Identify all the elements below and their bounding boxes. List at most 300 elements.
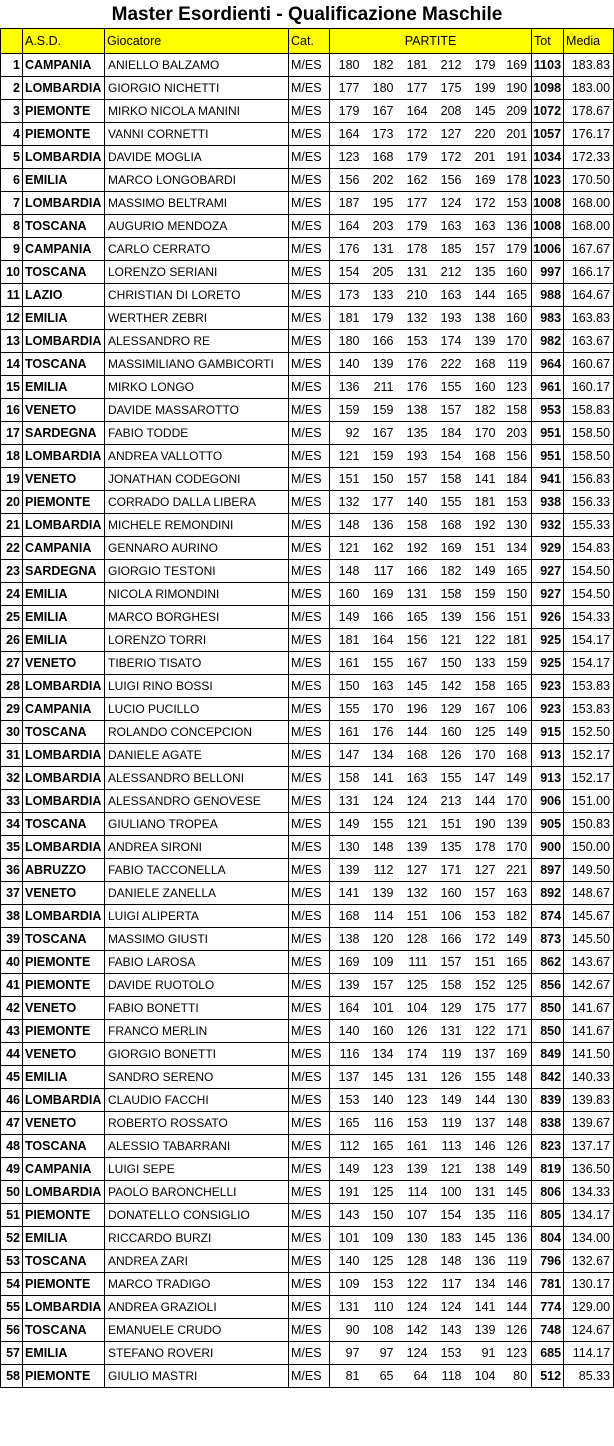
game-score-cell: 160 [330, 583, 364, 606]
game-score-cell: 65 [364, 1365, 398, 1388]
game-score-cell: 157 [364, 974, 398, 997]
player-name-cell: DAVIDE RUOTOLO [105, 974, 289, 997]
game-score-cell: 196 [398, 698, 432, 721]
game-score-cell: 147 [466, 767, 500, 790]
total-cell: 850 [532, 1020, 564, 1043]
game-score-cell: 180 [364, 77, 398, 100]
game-score-cell: 171 [500, 1020, 532, 1043]
average-cell: 130.17 [564, 1273, 614, 1296]
rank-cell: 57 [1, 1342, 23, 1365]
game-score-cell: 135 [466, 261, 500, 284]
player-name-cell: FABIO BONETTI [105, 997, 289, 1020]
game-score-cell: 139 [364, 882, 398, 905]
game-score-cell: 153 [330, 1089, 364, 1112]
player-name-cell: LUCIO PUCILLO [105, 698, 289, 721]
game-score-cell: 145 [364, 1066, 398, 1089]
category-cell: M/ES [289, 629, 330, 652]
average-cell: 139.67 [564, 1112, 614, 1135]
asd-cell: EMILIA [23, 376, 105, 399]
player-name-cell: LORENZO SERIANI [105, 261, 289, 284]
table-row [1, 1250, 614, 1273]
game-score-cell: 153 [500, 192, 532, 215]
table-row [1, 790, 614, 813]
rank-cell: 48 [1, 1135, 23, 1158]
average-cell: 178.67 [564, 100, 614, 123]
game-score-cell: 179 [330, 100, 364, 123]
game-score-cell: 106 [432, 905, 466, 928]
game-score-cell: 135 [432, 836, 466, 859]
game-score-cell: 169 [364, 583, 398, 606]
game-score-cell: 149 [500, 767, 532, 790]
game-score-cell: 146 [466, 1135, 500, 1158]
average-cell: 152.17 [564, 767, 614, 790]
game-score-cell: 109 [330, 1273, 364, 1296]
game-score-cell: 122 [398, 1273, 432, 1296]
game-score-cell: 119 [500, 1250, 532, 1273]
player-name-cell: MIRKO NICOLA MANINI [105, 100, 289, 123]
game-score-cell: 153 [500, 491, 532, 514]
asd-cell: TOSCANA [23, 928, 105, 951]
average-cell: 154.17 [564, 629, 614, 652]
game-score-cell: 144 [500, 1296, 532, 1319]
game-score-cell: 141 [364, 767, 398, 790]
game-score-cell: 117 [364, 560, 398, 583]
player-name-cell: ANDREA SIRONI [105, 836, 289, 859]
table-row [1, 1204, 614, 1227]
rank-cell: 21 [1, 514, 23, 537]
player-name-cell: DONATELLO CONSIGLIO [105, 1204, 289, 1227]
player-name-cell: CHRISTIAN DI LORETO [105, 284, 289, 307]
game-score-cell: 172 [466, 192, 500, 215]
game-score-cell: 176 [364, 721, 398, 744]
asd-cell: EMILIA [23, 1227, 105, 1250]
rank-cell: 14 [1, 353, 23, 376]
table-row [1, 491, 614, 514]
game-score-cell: 154 [432, 445, 466, 468]
game-score-cell: 157 [432, 399, 466, 422]
asd-cell: EMILIA [23, 169, 105, 192]
game-score-cell: 163 [432, 215, 466, 238]
game-score-cell: 158 [330, 767, 364, 790]
game-score-cell: 119 [432, 1112, 466, 1135]
player-name-cell: PAOLO BARONCHELLI [105, 1181, 289, 1204]
game-score-cell: 125 [398, 974, 432, 997]
game-score-cell: 176 [330, 238, 364, 261]
asd-cell: ABRUZZO [23, 859, 105, 882]
category-cell: M/ES [289, 882, 330, 905]
total-cell: 892 [532, 882, 564, 905]
average-cell: 153.83 [564, 698, 614, 721]
player-name-cell: MASSIMILIANO GAMBICORTI [105, 353, 289, 376]
game-score-cell: 160 [432, 721, 466, 744]
game-score-cell: 139 [364, 353, 398, 376]
table-row [1, 698, 614, 721]
average-cell: 166.17 [564, 261, 614, 284]
table-row [1, 1066, 614, 1089]
total-cell: 512 [532, 1365, 564, 1388]
category-cell: M/ES [289, 928, 330, 951]
game-score-cell: 153 [432, 1342, 466, 1365]
game-score-cell: 161 [330, 721, 364, 744]
category-cell: M/ES [289, 1365, 330, 1388]
rank-cell: 29 [1, 698, 23, 721]
total-cell: 1023 [532, 169, 564, 192]
player-name-cell: GIULIO MASTRI [105, 1365, 289, 1388]
game-score-cell: 155 [364, 813, 398, 836]
total-cell: 953 [532, 399, 564, 422]
game-score-cell: 183 [432, 1227, 466, 1250]
player-name-cell: CARLO CERRATO [105, 238, 289, 261]
category-cell: M/ES [289, 974, 330, 997]
game-score-cell: 167 [466, 698, 500, 721]
total-cell: 1034 [532, 146, 564, 169]
rank-cell: 3 [1, 100, 23, 123]
player-name-cell: ALESSANDRO BELLONI [105, 767, 289, 790]
game-score-cell: 168 [364, 146, 398, 169]
asd-cell: LOMBARDIA [23, 767, 105, 790]
game-score-cell: 140 [364, 1089, 398, 1112]
game-score-cell: 139 [398, 836, 432, 859]
game-score-cell: 166 [398, 560, 432, 583]
game-score-cell: 187 [330, 192, 364, 215]
game-score-cell: 176 [398, 376, 432, 399]
player-name-cell: GENNARO AURINO [105, 537, 289, 560]
table-row [1, 261, 614, 284]
game-score-cell: 177 [500, 997, 532, 1020]
category-cell: M/ES [289, 468, 330, 491]
total-cell: 839 [532, 1089, 564, 1112]
player-name-cell: MASSIMO BELTRAMI [105, 192, 289, 215]
game-score-cell: 201 [466, 146, 500, 169]
average-cell: 164.67 [564, 284, 614, 307]
game-score-cell: 168 [330, 905, 364, 928]
average-cell: 160.17 [564, 376, 614, 399]
header-row [1, 29, 614, 54]
game-score-cell: 121 [330, 445, 364, 468]
total-cell: 874 [532, 905, 564, 928]
average-cell: 153.83 [564, 675, 614, 698]
game-score-cell: 124 [432, 1296, 466, 1319]
rank-cell: 22 [1, 537, 23, 560]
game-score-cell: 153 [466, 905, 500, 928]
game-score-cell: 92 [330, 422, 364, 445]
category-cell: M/ES [289, 422, 330, 445]
table-row [1, 882, 614, 905]
game-score-cell: 144 [398, 721, 432, 744]
game-score-cell: 153 [398, 330, 432, 353]
game-score-cell: 153 [398, 1112, 432, 1135]
game-score-cell: 184 [432, 422, 466, 445]
game-score-cell: 150 [364, 1204, 398, 1227]
game-score-cell: 139 [432, 606, 466, 629]
game-score-cell: 158 [432, 583, 466, 606]
asd-cell: EMILIA [23, 583, 105, 606]
total-cell: 819 [532, 1158, 564, 1181]
game-score-cell: 108 [364, 1319, 398, 1342]
table-row [1, 767, 614, 790]
game-score-cell: 191 [500, 146, 532, 169]
asd-cell: CAMPANIA [23, 238, 105, 261]
asd-cell: TOSCANA [23, 215, 105, 238]
table-row [1, 77, 614, 100]
game-score-cell: 148 [330, 560, 364, 583]
game-score-cell: 97 [330, 1342, 364, 1365]
average-cell: 129.00 [564, 1296, 614, 1319]
category-cell: M/ES [289, 1135, 330, 1158]
game-score-cell: 123 [500, 1342, 532, 1365]
average-cell: 134.17 [564, 1204, 614, 1227]
asd-cell: TOSCANA [23, 813, 105, 836]
player-name-cell: LORENZO TORRI [105, 629, 289, 652]
average-cell: 151.00 [564, 790, 614, 813]
category-cell: M/ES [289, 997, 330, 1020]
game-score-cell: 128 [398, 1250, 432, 1273]
average-cell: 141.67 [564, 997, 614, 1020]
category-cell: M/ES [289, 537, 330, 560]
game-score-cell: 203 [364, 215, 398, 238]
player-name-cell: JONATHAN CODEGONI [105, 468, 289, 491]
game-score-cell: 158 [500, 399, 532, 422]
category-cell: M/ES [289, 652, 330, 675]
game-score-cell: 180 [330, 330, 364, 353]
game-score-cell: 134 [466, 1273, 500, 1296]
game-score-cell: 168 [500, 744, 532, 767]
average-cell: 154.50 [564, 583, 614, 606]
game-score-cell: 165 [500, 951, 532, 974]
player-name-cell: FABIO LAROSA [105, 951, 289, 974]
table-row [1, 1296, 614, 1319]
player-name-cell: ALESSANDRO GENOVESE [105, 790, 289, 813]
asd-cell: PIEMONTE [23, 974, 105, 997]
game-score-cell: 154 [330, 261, 364, 284]
game-score-cell: 138 [466, 1158, 500, 1181]
category-cell: M/ES [289, 698, 330, 721]
average-cell: 148.67 [564, 882, 614, 905]
rank-cell: 35 [1, 836, 23, 859]
game-score-cell: 181 [466, 491, 500, 514]
rank-cell: 8 [1, 215, 23, 238]
game-score-cell: 164 [398, 100, 432, 123]
game-score-cell: 121 [398, 813, 432, 836]
category-cell: M/ES [289, 353, 330, 376]
game-score-cell: 139 [330, 859, 364, 882]
game-score-cell: 135 [398, 422, 432, 445]
game-score-cell: 151 [330, 468, 364, 491]
category-cell: M/ES [289, 100, 330, 123]
rank-cell: 7 [1, 192, 23, 215]
game-score-cell: 107 [398, 1204, 432, 1227]
game-score-cell: 201 [500, 123, 532, 146]
game-score-cell: 151 [466, 951, 500, 974]
game-score-cell: 193 [432, 307, 466, 330]
game-score-cell: 131 [364, 238, 398, 261]
rank-cell: 6 [1, 169, 23, 192]
game-score-cell: 156 [398, 629, 432, 652]
rank-cell: 25 [1, 606, 23, 629]
player-name-cell: FRANCO MERLIN [105, 1020, 289, 1043]
game-score-cell: 135 [466, 1204, 500, 1227]
game-score-cell: 140 [330, 1020, 364, 1043]
game-score-cell: 203 [500, 422, 532, 445]
total-cell: 997 [532, 261, 564, 284]
game-score-cell: 126 [500, 1135, 532, 1158]
asd-cell: EMILIA [23, 629, 105, 652]
game-score-cell: 149 [500, 928, 532, 951]
total-cell: 941 [532, 468, 564, 491]
game-score-cell: 150 [500, 583, 532, 606]
category-cell: M/ES [289, 1273, 330, 1296]
game-score-cell: 125 [466, 721, 500, 744]
rank-cell: 24 [1, 583, 23, 606]
average-cell: 141.67 [564, 1020, 614, 1043]
total-cell: 1057 [532, 123, 564, 146]
category-cell: M/ES [289, 399, 330, 422]
total-cell: 748 [532, 1319, 564, 1342]
game-score-cell: 158 [466, 675, 500, 698]
rank-cell: 41 [1, 974, 23, 997]
table-row [1, 399, 614, 422]
asd-cell: PIEMONTE [23, 1273, 105, 1296]
average-cell: 156.33 [564, 491, 614, 514]
game-score-cell: 136 [330, 376, 364, 399]
game-score-cell: 124 [398, 1296, 432, 1319]
game-score-cell: 182 [432, 560, 466, 583]
asd-cell: LOMBARDIA [23, 514, 105, 537]
game-score-cell: 137 [466, 1043, 500, 1066]
game-score-cell: 155 [364, 652, 398, 675]
category-cell: M/ES [289, 514, 330, 537]
asd-cell: PIEMONTE [23, 951, 105, 974]
game-score-cell: 161 [330, 652, 364, 675]
header-num [1, 29, 23, 54]
table-row [1, 169, 614, 192]
category-cell: M/ES [289, 445, 330, 468]
player-name-cell: MARCO TRADIGO [105, 1273, 289, 1296]
player-name-cell: ALESSIO TABARRANI [105, 1135, 289, 1158]
game-score-cell: 192 [398, 537, 432, 560]
rank-cell: 12 [1, 307, 23, 330]
asd-cell: LOMBARDIA [23, 790, 105, 813]
rank-cell: 4 [1, 123, 23, 146]
game-score-cell: 166 [364, 606, 398, 629]
game-score-cell: 161 [398, 1135, 432, 1158]
game-score-cell: 168 [432, 514, 466, 537]
game-score-cell: 149 [500, 721, 532, 744]
asd-cell: CAMPANIA [23, 54, 105, 77]
rank-cell: 56 [1, 1319, 23, 1342]
game-score-cell: 162 [398, 169, 432, 192]
game-score-cell: 155 [432, 767, 466, 790]
game-score-cell: 150 [364, 468, 398, 491]
average-cell: 152.50 [564, 721, 614, 744]
game-score-cell: 155 [432, 491, 466, 514]
player-name-cell: GIORGIO TESTONI [105, 560, 289, 583]
total-cell: 804 [532, 1227, 564, 1250]
game-score-cell: 80 [500, 1365, 532, 1388]
rank-cell: 47 [1, 1112, 23, 1135]
category-cell: M/ES [289, 583, 330, 606]
rank-cell: 20 [1, 491, 23, 514]
game-score-cell: 165 [500, 675, 532, 698]
game-score-cell: 179 [500, 238, 532, 261]
rank-cell: 55 [1, 1296, 23, 1319]
asd-cell: LOMBARDIA [23, 675, 105, 698]
game-score-cell: 124 [398, 1342, 432, 1365]
game-score-cell: 155 [466, 1066, 500, 1089]
rank-cell: 18 [1, 445, 23, 468]
total-cell: 938 [532, 491, 564, 514]
total-cell: 988 [532, 284, 564, 307]
game-score-cell: 121 [330, 537, 364, 560]
average-cell: 136.50 [564, 1158, 614, 1181]
game-score-cell: 114 [364, 905, 398, 928]
rank-cell: 27 [1, 652, 23, 675]
game-score-cell: 170 [500, 330, 532, 353]
game-score-cell: 106 [500, 698, 532, 721]
game-score-cell: 173 [330, 284, 364, 307]
game-score-cell: 190 [500, 77, 532, 100]
game-score-cell: 140 [330, 1250, 364, 1273]
game-score-cell: 139 [500, 813, 532, 836]
game-score-cell: 120 [364, 928, 398, 951]
category-cell: M/ES [289, 859, 330, 882]
total-cell: 964 [532, 353, 564, 376]
game-score-cell: 164 [330, 215, 364, 238]
table-row [1, 675, 614, 698]
game-score-cell: 130 [398, 1227, 432, 1250]
game-score-cell: 104 [398, 997, 432, 1020]
game-score-cell: 181 [500, 629, 532, 652]
category-cell: M/ES [289, 54, 330, 77]
rank-cell: 34 [1, 813, 23, 836]
game-score-cell: 175 [466, 997, 500, 1020]
rank-cell: 30 [1, 721, 23, 744]
table-row [1, 1112, 614, 1135]
game-score-cell: 139 [330, 974, 364, 997]
rank-cell: 37 [1, 882, 23, 905]
game-score-cell: 178 [466, 836, 500, 859]
category-cell: M/ES [289, 376, 330, 399]
game-score-cell: 169 [466, 169, 500, 192]
game-score-cell: 179 [398, 146, 432, 169]
game-score-cell: 212 [432, 54, 466, 77]
game-score-cell: 134 [364, 744, 398, 767]
average-cell: 158.83 [564, 399, 614, 422]
game-score-cell: 160 [466, 376, 500, 399]
total-cell: 925 [532, 652, 564, 675]
asd-cell: LOMBARDIA [23, 1089, 105, 1112]
game-score-cell: 145 [466, 1227, 500, 1250]
player-name-cell: STEFANO ROVERI [105, 1342, 289, 1365]
game-score-cell: 112 [330, 1135, 364, 1158]
table-row [1, 974, 614, 997]
table-row [1, 1135, 614, 1158]
asd-cell: LAZIO [23, 284, 105, 307]
game-score-cell: 164 [364, 629, 398, 652]
category-cell: M/ES [289, 215, 330, 238]
game-score-cell: 165 [500, 284, 532, 307]
game-score-cell: 181 [398, 54, 432, 77]
asd-cell: LOMBARDIA [23, 192, 105, 215]
game-score-cell: 165 [330, 1112, 364, 1135]
player-name-cell: ANDREA VALLOTTO [105, 445, 289, 468]
game-score-cell: 144 [466, 1089, 500, 1112]
player-name-cell: LUIGI SEPE [105, 1158, 289, 1181]
category-cell: M/ES [289, 77, 330, 100]
game-score-cell: 109 [364, 1227, 398, 1250]
asd-cell: EMILIA [23, 1342, 105, 1365]
game-score-cell: 127 [398, 859, 432, 882]
